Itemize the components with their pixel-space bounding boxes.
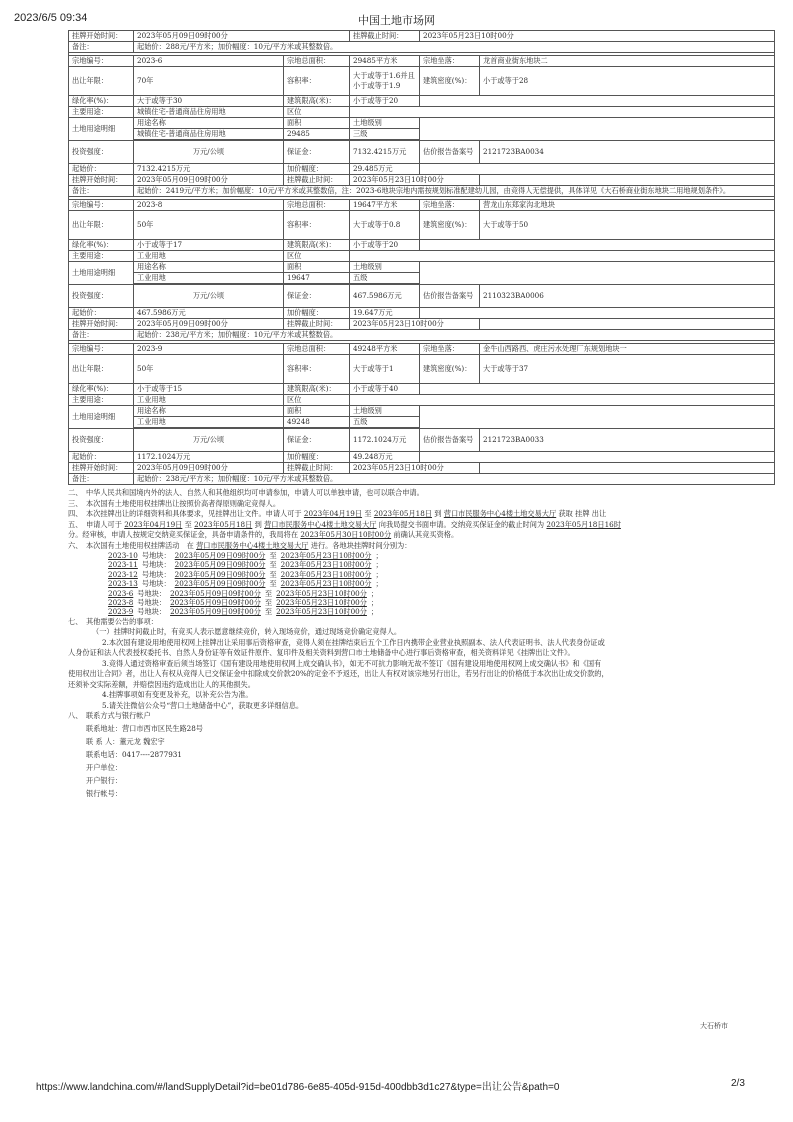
section-4: 四、 本次挂牌出让的详细资料和具体要求，见挂牌出让文件。申请人可于 2023年04月19日 至 2023年05月18日 到 营口市民服务中心4楼土地交易大厅 获取 挂牌 出让 — [68, 509, 607, 518]
parcel-use-row — [69, 395, 775, 406]
label-height: 建筑限高(米)： — [284, 96, 350, 107]
site-title: 中国土地市场网 — [358, 14, 435, 27]
label-total-area: 宗地总面积： — [284, 200, 350, 211]
parcel-remark-row — [69, 186, 775, 197]
empty — [350, 395, 775, 406]
deposit: 467.5986万元 — [350, 285, 420, 308]
section-7-item-5: 5.请关注微信公众号“营口土地储备中心”，获取更多详细信息。 — [102, 700, 304, 710]
empty — [420, 240, 775, 251]
label-start-price: 起始价： — [69, 164, 134, 175]
term: 50年 — [134, 355, 284, 384]
top-remark-row — [69, 42, 775, 53]
label-start-price: 起始价： — [69, 308, 134, 319]
use-name: 工业用地 — [134, 417, 284, 428]
label-density: 建筑密度(%)： — [420, 67, 480, 96]
value-remark: 起始价：288元/平方米；加价幅度：10元/平方米或其整数倍。 — [134, 42, 775, 53]
label-density: 建筑密度(%)： — [420, 355, 480, 384]
schedule-end: 2023年05月23日10时00分 — [276, 588, 367, 598]
parcel-price-row — [69, 308, 775, 319]
section-5-cont: 分。经审核，申请人按规定交纳竞买保证金，具备申请条件的，我局将在 2023年05月30日10时00分 前确认其竞买资格。 — [68, 530, 459, 539]
empty — [420, 118, 775, 141]
parcel-green-row — [69, 96, 775, 107]
schedule-no: 2023-8 — [108, 598, 134, 608]
land-grade: 五级 — [350, 417, 420, 428]
label-area: 面积 — [284, 406, 350, 417]
remark: 起始价：238元/平方米；加价幅度：10元/平方米或其整数倍。 — [134, 474, 775, 485]
label-green: 绿化率(%)： — [69, 96, 134, 107]
schedule-start: 2023年05月09日09时00分 — [170, 607, 261, 617]
label-remark: 备注： — [69, 474, 134, 485]
schedule-to: 至 — [264, 607, 273, 617]
schedule-item — [108, 598, 774, 607]
section-8: 八、 联系方式与银行帐户 — [68, 711, 151, 721]
section-7-item-3: 3.竞得人通过资格审查后须当场签订《国有建设用地使用权网上成交确认书》，如无不可抗力影响无故不签订《国有建设用地使用权网上成交确认书》和《国有 — [102, 658, 602, 668]
far: 大于或等于0.8 — [350, 211, 420, 240]
schedule-end: 2023年05月23日10时00分 — [280, 579, 372, 589]
section-6: 六、 本次国有土地使用权挂牌活动 在 营口市民服务中心4楼土地交易大厅 进行。各地块挂牌时间分别为： — [68, 540, 412, 550]
appraisal: 2110323BA0006 — [480, 285, 775, 308]
schedule-to: 至 — [269, 551, 277, 560]
green: 小于或等于17 — [134, 240, 284, 251]
empty — [420, 384, 775, 395]
empty — [480, 319, 775, 330]
label-district: 区位 — [284, 107, 350, 118]
empty — [350, 107, 775, 118]
schedule-item — [108, 551, 774, 560]
schedule-tail: ； — [370, 588, 379, 598]
label-invest: 投资强度： — [69, 141, 134, 164]
start-price: 467.5986万元 — [134, 308, 284, 319]
label-deposit: 保证金： — [284, 429, 350, 452]
label-invest: 投资强度： — [69, 429, 134, 452]
deposit: 1172.1024万元 — [350, 429, 420, 452]
use-area: 49248 — [284, 417, 350, 428]
section-3: 三、 本次国有土地使用权挂牌出让按照价高者得原则确定竞得人。 — [68, 498, 281, 508]
section-5: 五、 申请人可于 2023年04月19日 至 2023年05月18日 到 营口市民服务中心4楼土地交易大厅 向我局提交书面申请。交纳竞买保证金的截止时间为 2023年05月18日16时 — [68, 519, 621, 529]
section-7: 七、 其他需要公告的事项： — [68, 616, 158, 626]
schedule-tail: ； — [375, 560, 383, 570]
location: 金牛山西路西、虎庄污水处理厂东规划地块一 — [480, 344, 775, 355]
schedule-end: 2023年05月23日10时00分 — [280, 560, 372, 570]
schedule-suffix: 号地块： — [137, 588, 167, 598]
parcel-header-row — [69, 56, 775, 67]
main-use: 工业用地 — [134, 395, 284, 406]
section-7-item-2-cont: 人身份证和法人代表授权委托书、自然人身份证等有效证件原件、复印件及相关资料到营口市土地储备中心进行事后资格审查，相关资料详见《挂牌出让文件》。 — [68, 648, 575, 658]
label-start-time: 挂牌开始时间： — [69, 175, 134, 186]
label-density: 建筑密度(%)： — [420, 211, 480, 240]
schedule-suffix: 号地块： — [137, 607, 167, 617]
empty — [420, 262, 775, 285]
use-name: 城镇住宅-普通商品住房用地 — [134, 129, 284, 140]
label-use-detail: 土地用途明细 — [69, 262, 134, 285]
label-use-detail: 土地用途明细 — [69, 406, 134, 429]
section-7-item-2: 2.本次国有建设用地使用权网上挂牌出让采用事后资格审查，竞得人须在挂牌结束后五个工作日内携带企业营业执照副本、法人代表证明书、法人代表身份证或 — [102, 637, 605, 647]
empty — [420, 406, 775, 429]
schedule-item — [108, 560, 774, 569]
label-use-name: 用途名称 — [134, 262, 284, 273]
label-remark: 备注： — [69, 186, 134, 197]
label-invest: 投资强度： — [69, 285, 134, 308]
value-start-time: 2023年05月09日09时00分 — [134, 31, 350, 42]
far: 大于或等于1.6并且小于或等于1.9 — [350, 67, 420, 96]
label-start-time: 挂牌开始时间： — [69, 463, 134, 474]
label-term: 出让年限： — [69, 67, 134, 96]
label-start-time: 挂牌开始时间： — [69, 319, 134, 330]
page-url-link[interactable]: https://www.landchina.com/#/landSupplyDetail?id=be01d786-6e85-405d-915d-400dbb3d1c27&type=出让公告&path=0 — [36, 1082, 560, 1093]
label-remark: 备注： — [69, 330, 134, 341]
label-height: 建筑限高(米)： — [284, 240, 350, 251]
parcel-invest-row — [69, 141, 775, 164]
section-7-item-3-cont: 使用权出让合同》者，出让人有权从竞得人已交保证金中扣除成交价款20%的定金不予返还，出让人有权对该宗地另行出让，若另行出让的价格低于本次出让成交价款的， — [68, 669, 609, 679]
parcel-term-row — [69, 355, 775, 384]
label-end-time: 挂牌截止时间： — [284, 175, 350, 186]
green: 小于或等于15 — [134, 384, 284, 395]
label-main-use: 主要用途： — [69, 251, 134, 262]
total-area: 29485平方米 — [350, 56, 420, 67]
schedule-suffix: 号地块： — [141, 579, 171, 589]
schedule-start: 2023年05月09日09时00分 — [174, 560, 266, 570]
invest: 万元/公顷 — [134, 429, 284, 452]
parcel-no: 2023-8 — [134, 200, 284, 211]
total-area: 49248平方米 — [350, 344, 420, 355]
schedule-start: 2023年05月09日09时00分 — [170, 598, 261, 608]
page-number: 2/3 — [731, 1078, 745, 1089]
parcel-table — [68, 30, 775, 485]
contact-address: 联系地址：营口市西市区民生路28号 — [86, 723, 203, 733]
label-area: 面积 — [284, 262, 350, 273]
parcel-time-row — [69, 463, 775, 474]
schedule-start: 2023年05月09日09时00分 — [174, 551, 266, 560]
parcel-header-row — [69, 200, 775, 211]
top-time-row — [69, 31, 775, 42]
start-time: 2023年05月09日09时00分 — [134, 319, 284, 330]
schedule-suffix: 号地块： — [141, 569, 171, 579]
appraisal: 2121723BA0034 — [480, 141, 775, 164]
announcement-document — [68, 30, 774, 800]
label-term: 出让年限： — [69, 355, 134, 384]
schedule-item — [108, 570, 774, 579]
parcel-time-row — [69, 319, 775, 330]
value-end-time: 2023年05月23日10时00分 — [420, 31, 775, 42]
label-appraisal: 估价报告备案号 — [420, 429, 480, 452]
start-price: 7132.4215万元 — [134, 164, 284, 175]
label-end-time: 挂牌截止时间： — [350, 31, 420, 42]
remark: 起始价：2419元/平方米；加价幅度：10元/平方米或其整数倍，注：2023-6地块宗地内需按规划标准配建幼儿园，由竞得人无偿提供，具体详见《大石桥商业街东地块二用地规划条件》。 — [134, 186, 775, 197]
use-name: 工业用地 — [134, 273, 284, 284]
label-grade: 土地级别 — [350, 262, 420, 273]
empty — [420, 452, 775, 463]
use-area: 29485 — [284, 129, 350, 140]
parcel-use-row — [69, 251, 775, 262]
label-parcel-no: 宗地编号： — [69, 344, 134, 355]
end-time: 2023年05月23日10时00分 — [350, 319, 480, 330]
label-grade: 土地级别 — [350, 406, 420, 417]
label-location: 宗地坐落： — [420, 344, 480, 355]
empty — [420, 164, 775, 175]
height: 小于或等于20 — [350, 240, 420, 251]
label-parcel-no: 宗地编号： — [69, 200, 134, 211]
far: 大于或等于1 — [350, 355, 420, 384]
label-location: 宗地坐落： — [420, 56, 480, 67]
section-7-item-3-cont2: 还须补交实际差额，并赔偿因违约造成出让人的其他损失。 — [68, 679, 255, 689]
label-grade: 土地级别 — [350, 118, 420, 129]
end-time: 2023年05月23日10时00分 — [350, 175, 480, 186]
schedule-no: 2023-11 — [108, 560, 138, 570]
start-time: 2023年05月09日09时00分 — [134, 175, 284, 186]
schedule-tail: ； — [375, 569, 383, 579]
parcel-time-row — [69, 175, 775, 186]
label-start-time: 挂牌开始时间： — [69, 31, 134, 42]
label-use-detail: 土地用途明细 — [69, 118, 134, 141]
schedule-tail: ； — [370, 607, 379, 617]
location: 营龙山东郑家沟北地块 — [480, 200, 775, 211]
label-total-area: 宗地总面积： — [284, 56, 350, 67]
density: 大于或等于37 — [480, 355, 775, 384]
start-time: 2023年05月09日09时00分 — [134, 463, 284, 474]
schedule-to: 至 — [264, 598, 273, 608]
remark: 起始价：238元/平方米；加价幅度：10元/平方米或其整数倍。 — [134, 330, 775, 341]
label-remark: 备注： — [69, 42, 134, 53]
term: 50年 — [134, 211, 284, 240]
parcel-green-row — [69, 240, 775, 251]
schedule-end: 2023年05月23日10时00分 — [280, 551, 372, 560]
use-area: 19647 — [284, 273, 350, 284]
density: 大于或等于50 — [480, 211, 775, 240]
bank-unit: 开户单位： — [86, 762, 122, 772]
increment: 29.485万元 — [350, 164, 420, 175]
parcel-detail-head-row — [69, 118, 775, 129]
parcel-green-row — [69, 384, 775, 395]
schedule-no: 2023-12 — [108, 569, 138, 579]
end-time: 2023年05月23日10时00分 — [350, 463, 480, 474]
section-2: 二、 中华人民共和国境内外的法人、自然人和其他组织均可申请参加，申请人可以单独申请，也可以联合申请。 — [68, 488, 424, 497]
main-use: 工业用地 — [134, 251, 284, 262]
green: 大于或等于30 — [134, 96, 284, 107]
total-area: 19647平方米 — [350, 200, 420, 211]
empty — [420, 308, 775, 319]
label-increment: 加价幅度： — [284, 164, 350, 175]
parcel-detail-head-row — [69, 262, 775, 273]
contact-phone: 联系电话：0417----2877931 — [86, 749, 182, 759]
empty — [480, 175, 775, 186]
parcel-invest-row — [69, 429, 775, 452]
schedule-end: 2023年05月23日10时00分 — [276, 598, 367, 608]
appraisal: 2121723BA0033 — [480, 429, 775, 452]
parcel-header-row — [69, 344, 775, 355]
empty — [480, 463, 775, 474]
schedule-no: 2023-10 — [108, 551, 138, 560]
city-stamp-text: 大石桥市 — [700, 1022, 728, 1030]
schedule-item — [108, 607, 774, 616]
schedule-end: 2023年05月23日10时00分 — [276, 607, 367, 617]
schedule-start: 2023年05月09日09时00分 — [174, 579, 266, 589]
schedule-start: 2023年05月09日09时00分 — [174, 569, 266, 579]
parcel-remark-row — [69, 474, 775, 485]
increment: 19.647万元 — [350, 308, 420, 319]
label-appraisal: 估价报告备案号 — [420, 285, 480, 308]
invest: 万元/公顷 — [134, 285, 284, 308]
label-main-use: 主要用途： — [69, 395, 134, 406]
empty — [350, 251, 775, 262]
schedule-no: 2023-6 — [108, 588, 134, 598]
parcel-price-row — [69, 452, 775, 463]
increment: 49.248万元 — [350, 452, 420, 463]
schedule-end: 2023年05月23日10时00分 — [280, 569, 372, 579]
label-main-use: 主要用途： — [69, 107, 134, 118]
empty — [420, 96, 775, 107]
label-deposit: 保证金： — [284, 285, 350, 308]
schedule-item — [108, 589, 774, 598]
land-grade: 五级 — [350, 273, 420, 284]
parcel-detail-head-row — [69, 406, 775, 417]
schedule-to: 至 — [269, 569, 277, 579]
label-total-area: 宗地总面积： — [284, 344, 350, 355]
label-end-time: 挂牌截止时间： — [284, 319, 350, 330]
height: 小于或等于20 — [350, 96, 420, 107]
bank-account: 银行帐号： — [86, 788, 122, 798]
parcel-term-row — [69, 211, 775, 240]
density: 小于或等于28 — [480, 67, 775, 96]
print-datetime: 2023/6/5 09:34 — [14, 12, 88, 24]
label-deposit: 保证金： — [284, 141, 350, 164]
schedule-tail: ； — [370, 598, 379, 608]
label-district: 区位 — [284, 395, 350, 406]
parcel-term-row — [69, 67, 775, 96]
parcel-invest-row — [69, 285, 775, 308]
bank-name: 开户银行： — [86, 775, 122, 785]
parcel-no: 2023-6 — [134, 56, 284, 67]
schedule-tail: ； — [375, 579, 383, 589]
main-use: 城镇住宅-普通商品住房用地 — [134, 107, 284, 118]
schedule-to: 至 — [264, 588, 273, 598]
start-price: 1172.1024万元 — [134, 452, 284, 463]
schedule-suffix: 号地块： — [141, 560, 171, 570]
label-area: 面积 — [284, 118, 350, 129]
label-use-name: 用途名称 — [134, 118, 284, 129]
parcel-price-row — [69, 164, 775, 175]
label-term: 出让年限： — [69, 211, 134, 240]
schedule-to: 至 — [269, 579, 277, 589]
label-height: 建筑限高(米)： — [284, 384, 350, 395]
deposit: 7132.4215万元 — [350, 141, 420, 164]
section-7-item-1: （一）挂牌时间截止时，有竞买人表示愿意继续竞价，转入现场竞价，通过现场竞价确定竞得人。 — [92, 627, 402, 637]
schedule-start: 2023年05月09日09时00分 — [170, 588, 261, 598]
contact-person: 联 系 人：董元龙 魏宏宇 — [86, 736, 165, 746]
section-7-item-4: 4.挂牌事项如有变更及补充，以补充公告为准。 — [102, 690, 253, 700]
label-appraisal: 估价报告备案号 — [420, 141, 480, 164]
label-far: 容积率： — [284, 355, 350, 384]
parcel-no: 2023-9 — [134, 344, 284, 355]
land-grade: 三级 — [350, 129, 420, 140]
parcel-remark-row — [69, 330, 775, 341]
height: 小于或等于40 — [350, 384, 420, 395]
schedule-to: 至 — [269, 560, 277, 570]
label-far: 容积率： — [284, 211, 350, 240]
parcel-use-row — [69, 107, 775, 118]
label-district: 区位 — [284, 251, 350, 262]
schedule-no: 2023-13 — [108, 579, 138, 589]
label-location: 宗地坐落： — [420, 200, 480, 211]
label-far: 容积率： — [284, 67, 350, 96]
term: 70年 — [134, 67, 284, 96]
label-increment: 加价幅度： — [284, 452, 350, 463]
label-green: 绿化率(%)： — [69, 240, 134, 251]
label-use-name: 用途名称 — [134, 406, 284, 417]
schedule-tail: ； — [375, 551, 383, 560]
schedule-no: 2023-9 — [108, 607, 134, 617]
label-start-price: 起始价： — [69, 452, 134, 463]
label-end-time: 挂牌截止时间： — [284, 463, 350, 474]
schedule-suffix: 号地块： — [137, 598, 167, 608]
label-green: 绿化率(%)： — [69, 384, 134, 395]
schedule-list — [68, 551, 774, 617]
label-parcel-no: 宗地编号： — [69, 56, 134, 67]
schedule-item — [108, 579, 774, 588]
location: 龙首商业街东地块二 — [480, 56, 775, 67]
invest: 万元/公顷 — [134, 141, 284, 164]
schedule-suffix: 号地块： — [141, 551, 171, 560]
label-increment: 加价幅度： — [284, 308, 350, 319]
